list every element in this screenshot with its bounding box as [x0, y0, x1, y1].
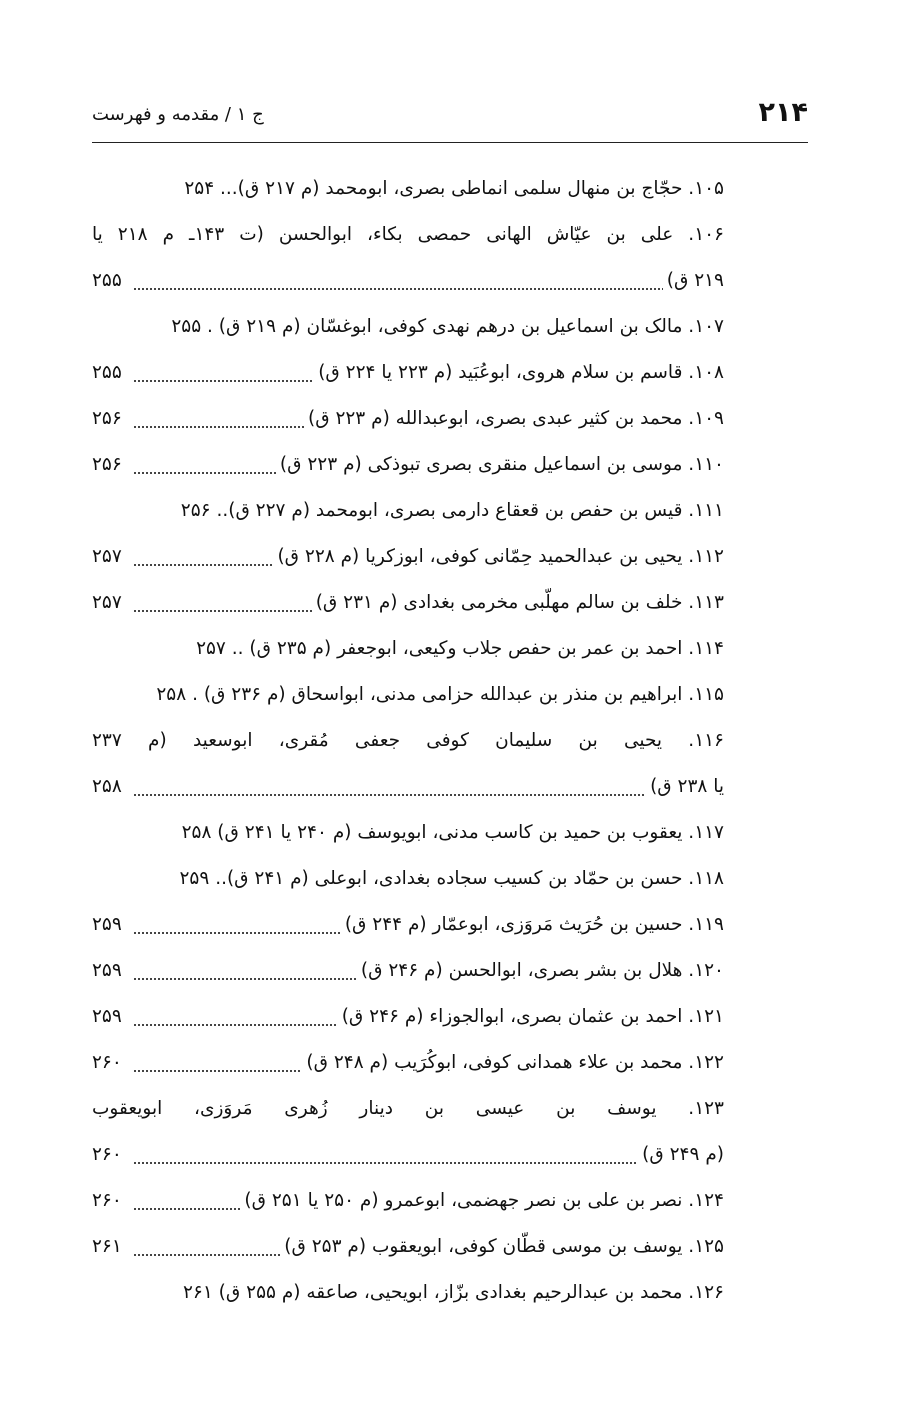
- toc-entry-text: ۱۰۷. مالک بن اسماعیل بن درهم نهدی کوفی، ابوغسّان (م ۲۱۹ ق) . ۲۵۵: [167, 304, 724, 350]
- toc-entry: [92, 994, 724, 1040]
- toc-entry: [92, 1270, 724, 1316]
- toc-entry: [92, 1086, 724, 1132]
- toc-entry-text: ۱۱۸. حسن بن حمّاد بن کسیب سجاده بغدادی، ابوعلی (م ۲۴۱ ق).. ۲۵۹: [176, 856, 725, 902]
- page-number: ۲۱۴: [758, 97, 808, 128]
- toc-page-number: ۲۶۰: [92, 1040, 126, 1086]
- toc-entry: [92, 764, 724, 810]
- toc-entry: [92, 1224, 724, 1270]
- toc-page-number: ۲۶۰: [92, 1132, 126, 1178]
- toc-entry: [92, 580, 724, 626]
- toc-entry: [92, 1178, 724, 1224]
- toc-entry-text: ۱۲۲. محمد بن علاء همدانی کوفی، ابوکُرَیب (م ۲۴۸ ق): [302, 1040, 724, 1086]
- toc-page-number: ۲۵۹: [92, 902, 126, 948]
- toc-page-number: ۲۵۵: [92, 258, 126, 304]
- toc-page-number: ۲۶۱: [92, 1224, 126, 1270]
- toc-page-number: ۲۵۷: [92, 580, 126, 626]
- toc-entry-text: ۱۱۰. موسی بن اسماعیل منقری بصری تبوذکی (م ۲۲۳ ق): [276, 442, 724, 488]
- toc-entry-text: یا ۲۳۸ ق): [646, 764, 724, 810]
- page-header: [92, 96, 808, 143]
- toc-entry-text: ۱۲۵. یوسف بن موسی قطّان کوفی، ابویعقوب (م ۲۵۳ ق): [280, 1224, 724, 1270]
- toc-entry-text: ۱۰۸. قاسم بن سلام هروی، ابوعُبَید (م ۲۲۳ یا ۲۲۴ ق): [314, 350, 724, 396]
- toc-entry-text: ۱۲۶. محمد بن عبدالرحیم بغدادی بزّاز، ابویحیی، صاعقه (م ۲۵۵ ق) ۲۶۱: [179, 1270, 724, 1316]
- toc-entry: [92, 626, 724, 672]
- toc-page-number: ۲۵۸: [92, 764, 126, 810]
- toc-entry: [92, 810, 724, 856]
- toc-entry-text: ۱۱۹. حسین بن حُرَیث مَروَزی، ابوعمّار (م ۲۴۴ ق): [341, 902, 724, 948]
- toc-entry-text: ۱۱۶. یحیی بن سلیمان کوفی جعفی مُقری، ابوسعید (م ۲۳۷: [92, 718, 724, 764]
- toc-entry-text: ۱۱۲. یحیی بن عبدالحمید حِمّانی کوفی، ابوزکریا (م ۲۲۸ ق): [273, 534, 724, 580]
- toc-page-number: ۲۵۶: [92, 396, 126, 442]
- toc-entry: [92, 948, 724, 994]
- toc-entry-text: ۱۱۴. احمد بن عمر بن حفص جلاب وکیعی، ابوجعفر (م ۲۳۵ ق) .. ۲۵۷: [192, 626, 724, 672]
- toc-entry: [92, 718, 724, 764]
- toc-entry: [92, 212, 724, 258]
- toc-entry: [92, 304, 724, 350]
- dot-leader: [134, 794, 724, 796]
- toc-entry-text: ۱۱۱. قیس بن حفص بن قعقاع دارمی بصری، ابومحمد (م ۲۲۷ ق).. ۲۵۶: [177, 488, 724, 534]
- toc-entry-text: ۱۰۵. حجّاج بن منهال سلمی انماطی بصری، ابومحمد (م ۲۱۷ ق)... ۲۵۴: [180, 166, 724, 212]
- toc-page-number: ۲۵۵: [92, 350, 126, 396]
- toc-entry-text: (م ۲۴۹ ق): [638, 1132, 724, 1178]
- toc-entry: [92, 856, 724, 902]
- toc-entry: [92, 442, 724, 488]
- toc-entry-text: ۱۲۰. هلال بن بشر بصری، ابوالحسن (م ۲۴۶ ق): [357, 948, 724, 994]
- dot-leader: [134, 288, 724, 290]
- dot-leader: [134, 1162, 724, 1164]
- toc-page-number: ۲۵۷: [92, 534, 126, 580]
- toc-entry: [92, 166, 724, 212]
- running-title: ج ۱ / مقدمه و فهرست: [92, 104, 264, 125]
- toc-entry: [92, 488, 724, 534]
- toc-entry-text: ۱۲۴. نصر بن علی بن نصر جهضمی، ابوعمرو (م ۲۵۰ یا ۲۵۱ ق): [240, 1178, 724, 1224]
- toc-entry-text: ۱۲۱. احمد بن عثمان بصری، ابوالجوزاء (م ۲۴۶ ق): [338, 994, 724, 1040]
- toc-page-number: ۲۵۹: [92, 994, 126, 1040]
- toc-entry-text: ۱۰۶. علی بن عیّاش الهانی حمصی بکاء، ابوالحسن (ت ۱۴۳ـ م ۲۱۸ یا: [92, 212, 724, 258]
- toc-entry: [92, 350, 724, 396]
- toc-entry: [92, 534, 724, 580]
- toc-entry-text: ۱۱۷. یعقوب بن حمید بن کاسب مدنی، ابویوسف (م ۲۴۰ یا ۲۴۱ ق) ۲۵۸: [178, 810, 724, 856]
- toc-entry-text: ۱۱۳. خلف بن سالم مهلّبی مخرمی بغدادی (م ۲۳۱ ق): [312, 580, 724, 626]
- toc-entry-text: ۱۲۳. یوسف بن عیسی بن دینار زُهری مَروَزی، ابویعقوب: [92, 1086, 724, 1132]
- toc-entry: [92, 902, 724, 948]
- toc-entry-text: ۱۱۵. ابراهیم بن منذر بن عبدالله حزامی مدنی، ابواسحاق (م ۲۳۶ ق) . ۲۵۸: [152, 672, 724, 718]
- toc-entry: [92, 396, 724, 442]
- toc-entry-text: ۱۰۹. محمد بن کثیر عبدی بصری، ابوعبدالله (م ۲۲۳ ق): [304, 396, 724, 442]
- table-of-contents: [92, 166, 724, 1316]
- toc-entry: [92, 258, 724, 304]
- toc-entry: [92, 672, 724, 718]
- toc-page-number: ۲۵۶: [92, 442, 126, 488]
- toc-page-number: ۲۵۹: [92, 948, 126, 994]
- toc-page-number: ۲۶۰: [92, 1178, 126, 1224]
- toc-entry-text: ۲۱۹ ق): [663, 258, 724, 304]
- toc-entry: [92, 1132, 724, 1178]
- toc-entry: [92, 1040, 724, 1086]
